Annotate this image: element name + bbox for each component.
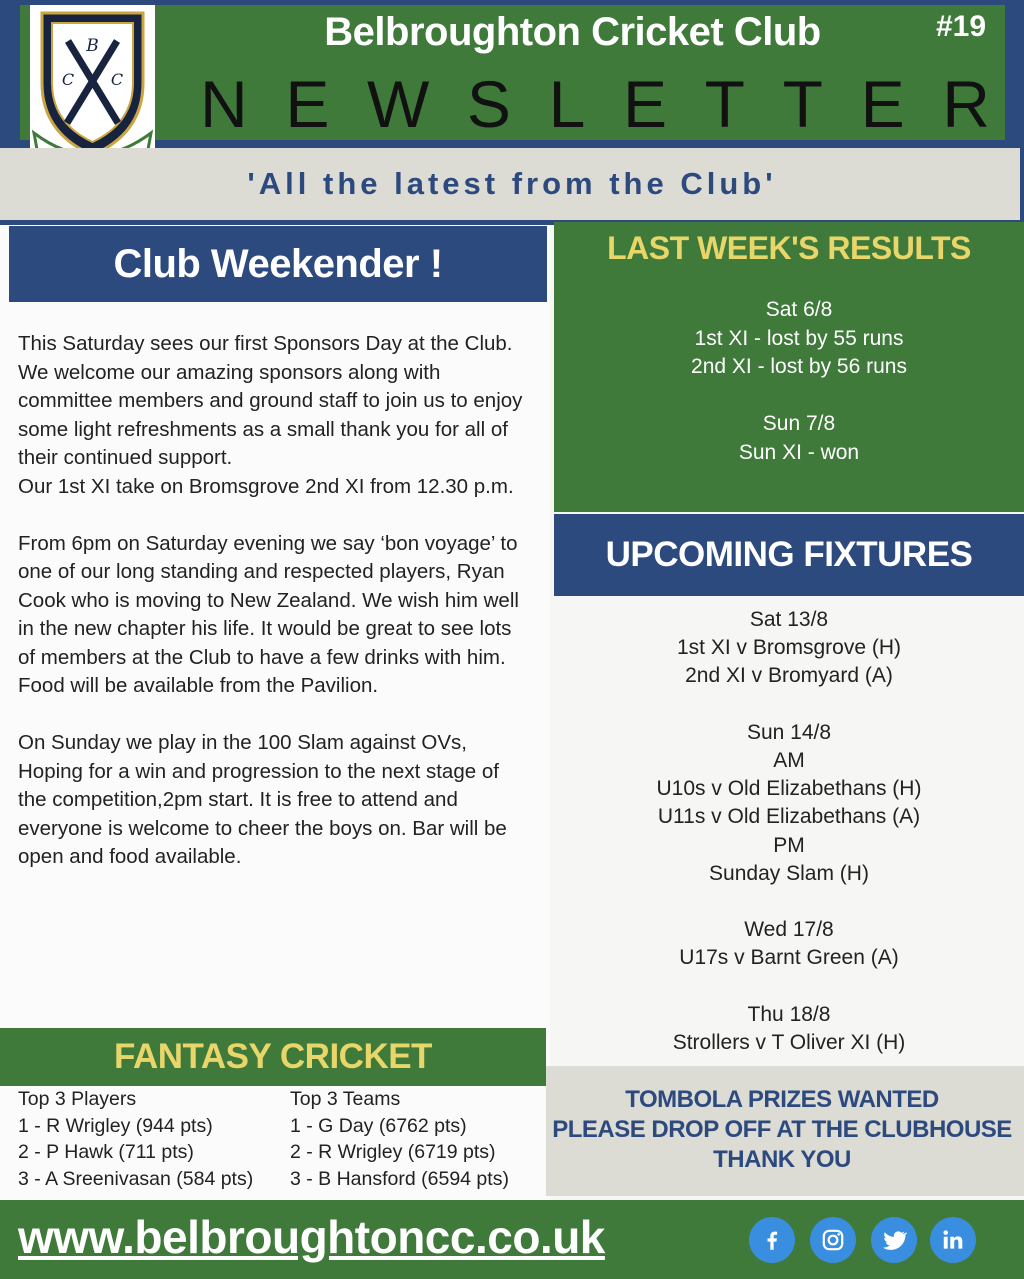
tombola-line: PLEASE DROP OFF AT THE CLUBHOUSE xyxy=(552,1116,1012,1143)
weekender-article xyxy=(18,330,533,872)
result-line: Sun XI - won xyxy=(738,440,860,464)
issue-number: #19 xyxy=(936,10,987,43)
title-letter: L xyxy=(548,67,586,141)
weekender-paragraph: From 6pm on Saturday evening we say ‘bon voyage’ to one of our long standing and respected players, Ryan Cook who is moving to New Zealand. We wish him well in the new chapter his life. It would be great to see lots of members at the Club to have a few drinks with him. Food will be available from the Pavilion. xyxy=(18,531,519,697)
fixture-date: Sat 13/8 xyxy=(749,608,829,631)
svg-text:C: C xyxy=(61,70,75,89)
club-name: Belbroughton Cricket Club xyxy=(324,10,821,54)
result-line: 2nd XI - lost by 56 runs xyxy=(691,355,907,378)
weekender-paragraph: This Saturday sees our first Sponsors Day at the Club. We welcome our amazing sponsors along with committee members and ground staff to join us to enjoy some light refreshments as a small thank you for all of their continued support. xyxy=(18,332,523,469)
fixture-line: 1st XI v Bromsgrove (H) xyxy=(676,636,902,660)
fixtures-list xyxy=(554,606,1024,1057)
teams-title: Top 3 Teams xyxy=(290,1088,401,1110)
fixture-line: U10s v Old Elizabethans (H) xyxy=(656,777,922,801)
fixture-date: Wed 17/8 xyxy=(744,918,834,942)
list-item: 2 - P Hawk (711 pts) xyxy=(18,1141,194,1163)
tombola-line: TOMBOLA PRIZES WANTED xyxy=(625,1086,939,1113)
title-letter: S xyxy=(466,67,511,141)
results-heading: LAST WEEK'S RESULTS xyxy=(607,230,971,266)
title-letter: N xyxy=(200,67,248,141)
fantasy-top-teams xyxy=(290,1086,509,1192)
title-letter: W xyxy=(366,67,430,141)
fixture-line: U11s v Old Elizabethans (A) xyxy=(657,805,921,829)
list-item: 3 - A Sreenivasan (584 pts) xyxy=(18,1167,254,1190)
fixture-session: PM xyxy=(773,833,805,857)
fixture-line: U17s v Barnt Green (A) xyxy=(679,946,899,970)
result-date: Sat 6/8 xyxy=(765,298,833,321)
title-letter: E xyxy=(285,67,330,141)
weekender-paragraph: Our 1st XI take on Bromsgrove 2nd XI from 12.30 p.m. xyxy=(18,474,514,498)
twitter-icon[interactable] xyxy=(871,1217,917,1263)
result-line: 1st XI - lost by 55 runs xyxy=(694,326,904,350)
title-letter: E xyxy=(860,67,905,141)
fantasy-top-players xyxy=(18,1086,253,1192)
weekender-paragraph: On Sunday we play in the 100 Slam against OVs, Hoping for a win and progression to the next stage of the competition,2pm start. It is free to attend and everyone is welcome to cheer the boys on. Bar will be open and food available. xyxy=(18,731,507,868)
results-list xyxy=(554,296,1024,467)
title-letter: R xyxy=(942,67,990,141)
fixture-date: Thu 18/8 xyxy=(747,1002,831,1026)
tagline: 'All the latest from the Club' xyxy=(247,166,777,201)
weekender-heading: Club Weekender ! xyxy=(9,226,547,302)
website-link[interactable]: www.belbroughtoncc.co.uk xyxy=(18,1211,605,1263)
newsletter-title xyxy=(200,66,990,142)
list-item: 1 - G Day (6762 pts) xyxy=(290,1114,467,1137)
fantasy-cricket-heading: FANTASY CRICKET xyxy=(0,1028,546,1086)
facebook-icon[interactable] xyxy=(749,1217,795,1263)
list-item: 2 - R Wrigley (6719 pts) xyxy=(290,1141,496,1163)
list-item: 1 - R Wrigley (944 pts) xyxy=(18,1114,213,1137)
svg-text:C: C xyxy=(110,70,124,89)
fixture-line: Strollers v T Oliver XI (H) xyxy=(672,1031,906,1054)
fixture-date: Sun 14/8 xyxy=(746,720,832,744)
svg-text:B: B xyxy=(86,36,99,56)
players-title: Top 3 Players xyxy=(18,1088,137,1110)
fixture-line: Sunday Slam (H) xyxy=(709,861,869,885)
result-date: Sun 7/8 xyxy=(762,412,836,435)
title-letter: T xyxy=(704,67,745,141)
title-letter: E xyxy=(622,67,667,141)
list-item: 3 - B Hansford (6594 pts) xyxy=(290,1167,509,1190)
linkedin-icon[interactable] xyxy=(930,1217,976,1263)
fixture-line: 2nd XI v Bromyard (A) xyxy=(685,664,893,688)
instagram-icon[interactable] xyxy=(810,1217,856,1263)
title-letter: T xyxy=(782,67,823,141)
tombola-line: THANK YOU xyxy=(713,1146,851,1173)
tombola-notice xyxy=(546,1085,1018,1175)
fixture-session: AM xyxy=(773,749,805,772)
fixtures-heading: UPCOMING FIXTURES xyxy=(554,514,1024,596)
